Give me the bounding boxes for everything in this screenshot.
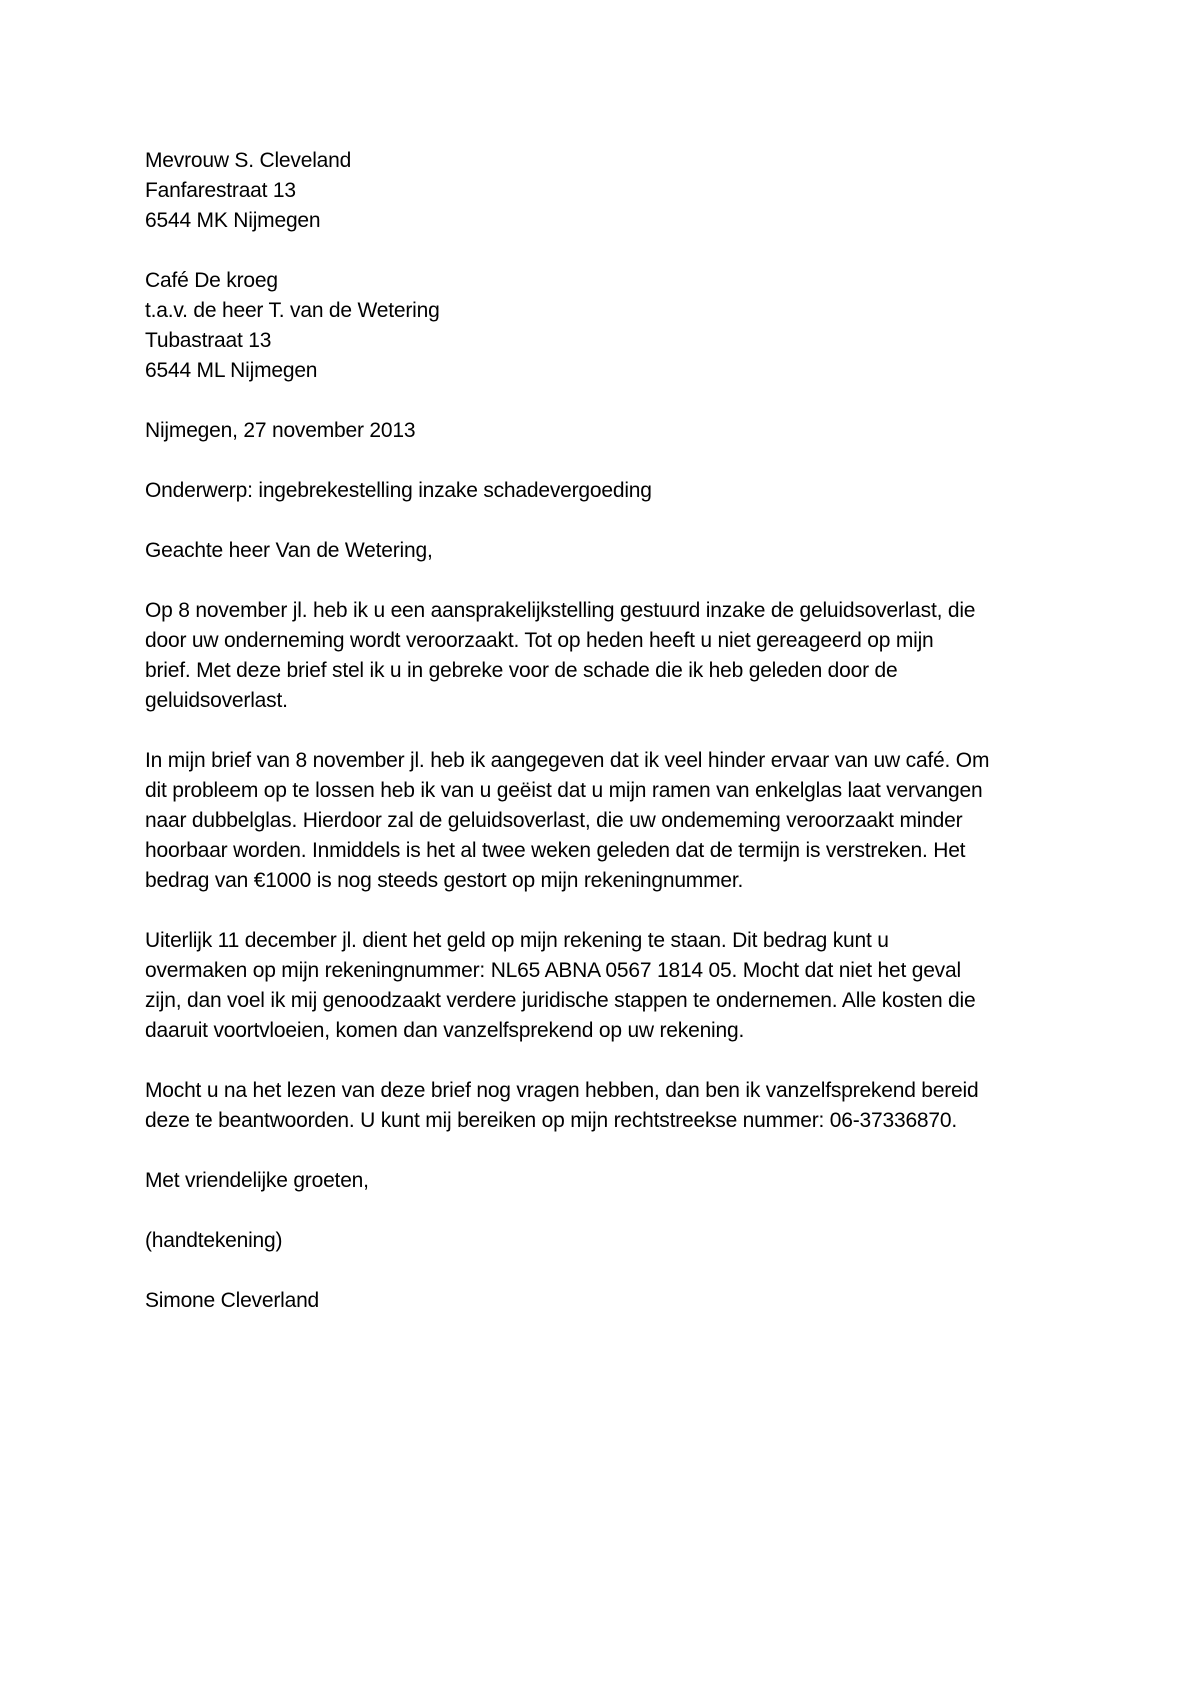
sender-postal-city: 6544 MK Nijmegen xyxy=(145,209,321,232)
salutation: Geachte heer Van de Wetering, xyxy=(145,539,433,562)
recipient-company: Café De kroeg xyxy=(145,269,278,292)
signer-name: Simone Cleverland xyxy=(145,1289,320,1312)
recipient-street: Tubastraat 13 xyxy=(145,329,272,352)
recipient-postal-city: 6544 ML Nijmegen xyxy=(145,359,318,382)
recipient-address xyxy=(145,266,1075,386)
paragraph-contact: Mocht u na het lezen van deze brief nog vragen hebben, dan ben ik vanzelfsprekend bereid deze te beantwoorden. U kunt mij bereiken op mijn rechtstreekse nummer: 06-37336870. xyxy=(145,1079,979,1132)
sender-address xyxy=(145,146,1075,236)
subject-line: Onderwerp: ingebrekestelling inzake schadevergoeding xyxy=(145,479,652,502)
sender-street: Fanfarestraat 13 xyxy=(145,179,296,202)
letter-body xyxy=(145,146,1075,1346)
place-date: Nijmegen, 27 november 2013 xyxy=(145,419,416,442)
sender-name: Mevrouw S. Cleveland xyxy=(145,149,352,172)
recipient-attention: t.a.v. de heer T. van de Wetering xyxy=(145,299,440,322)
paragraph-notice: Op 8 november jl. heb ik u een aansprakelijkstelling gestuurd inzake de geluidsoverlast, die door uw onderneming wordt veroorzaakt. Tot op heden heeft u niet gereageerd op mijn brief. Met deze brief stel ik u in gebreke voor de schade die ik heb geleden door de geluidsoverlast. xyxy=(145,599,976,712)
paragraph-deadline: Uiterlijk 11 december jl. dient het geld op mijn rekening te staan. Dit bedrag kunt u overmaken op mijn rekeningnummer: NL65 ABNA 0567 1814 05. Mocht dat niet het geval zijn, dan voel ik mij genoodzaakt verdere juridische stappen te ondernemen. Alle kosten die daaruit voortvloeien, komen dan vanzelfsprekend op uw rekening. xyxy=(145,929,976,1042)
paragraph-previous-letter: In mijn brief van 8 november jl. heb ik aangegeven dat ik veel hinder ervaar van uw café. Om dit probleem op te lossen heb ik van u geëist dat u mijn ramen van enkelglas laat vervangen naar dubbelglas. Hierdoor zal de geluidsoverlast, die uw ondememing veroorzaakt minder hoorbaar worden. Inmiddels is het al twee weken geleden dat de termijn is verstreken. Het bedrag van €1000 is nog steeds gestort op mijn rekeningnummer. xyxy=(145,749,990,892)
signature-placeholder: (handtekening) xyxy=(145,1229,283,1252)
closing: Met vriendelijke groeten, xyxy=(145,1169,369,1192)
